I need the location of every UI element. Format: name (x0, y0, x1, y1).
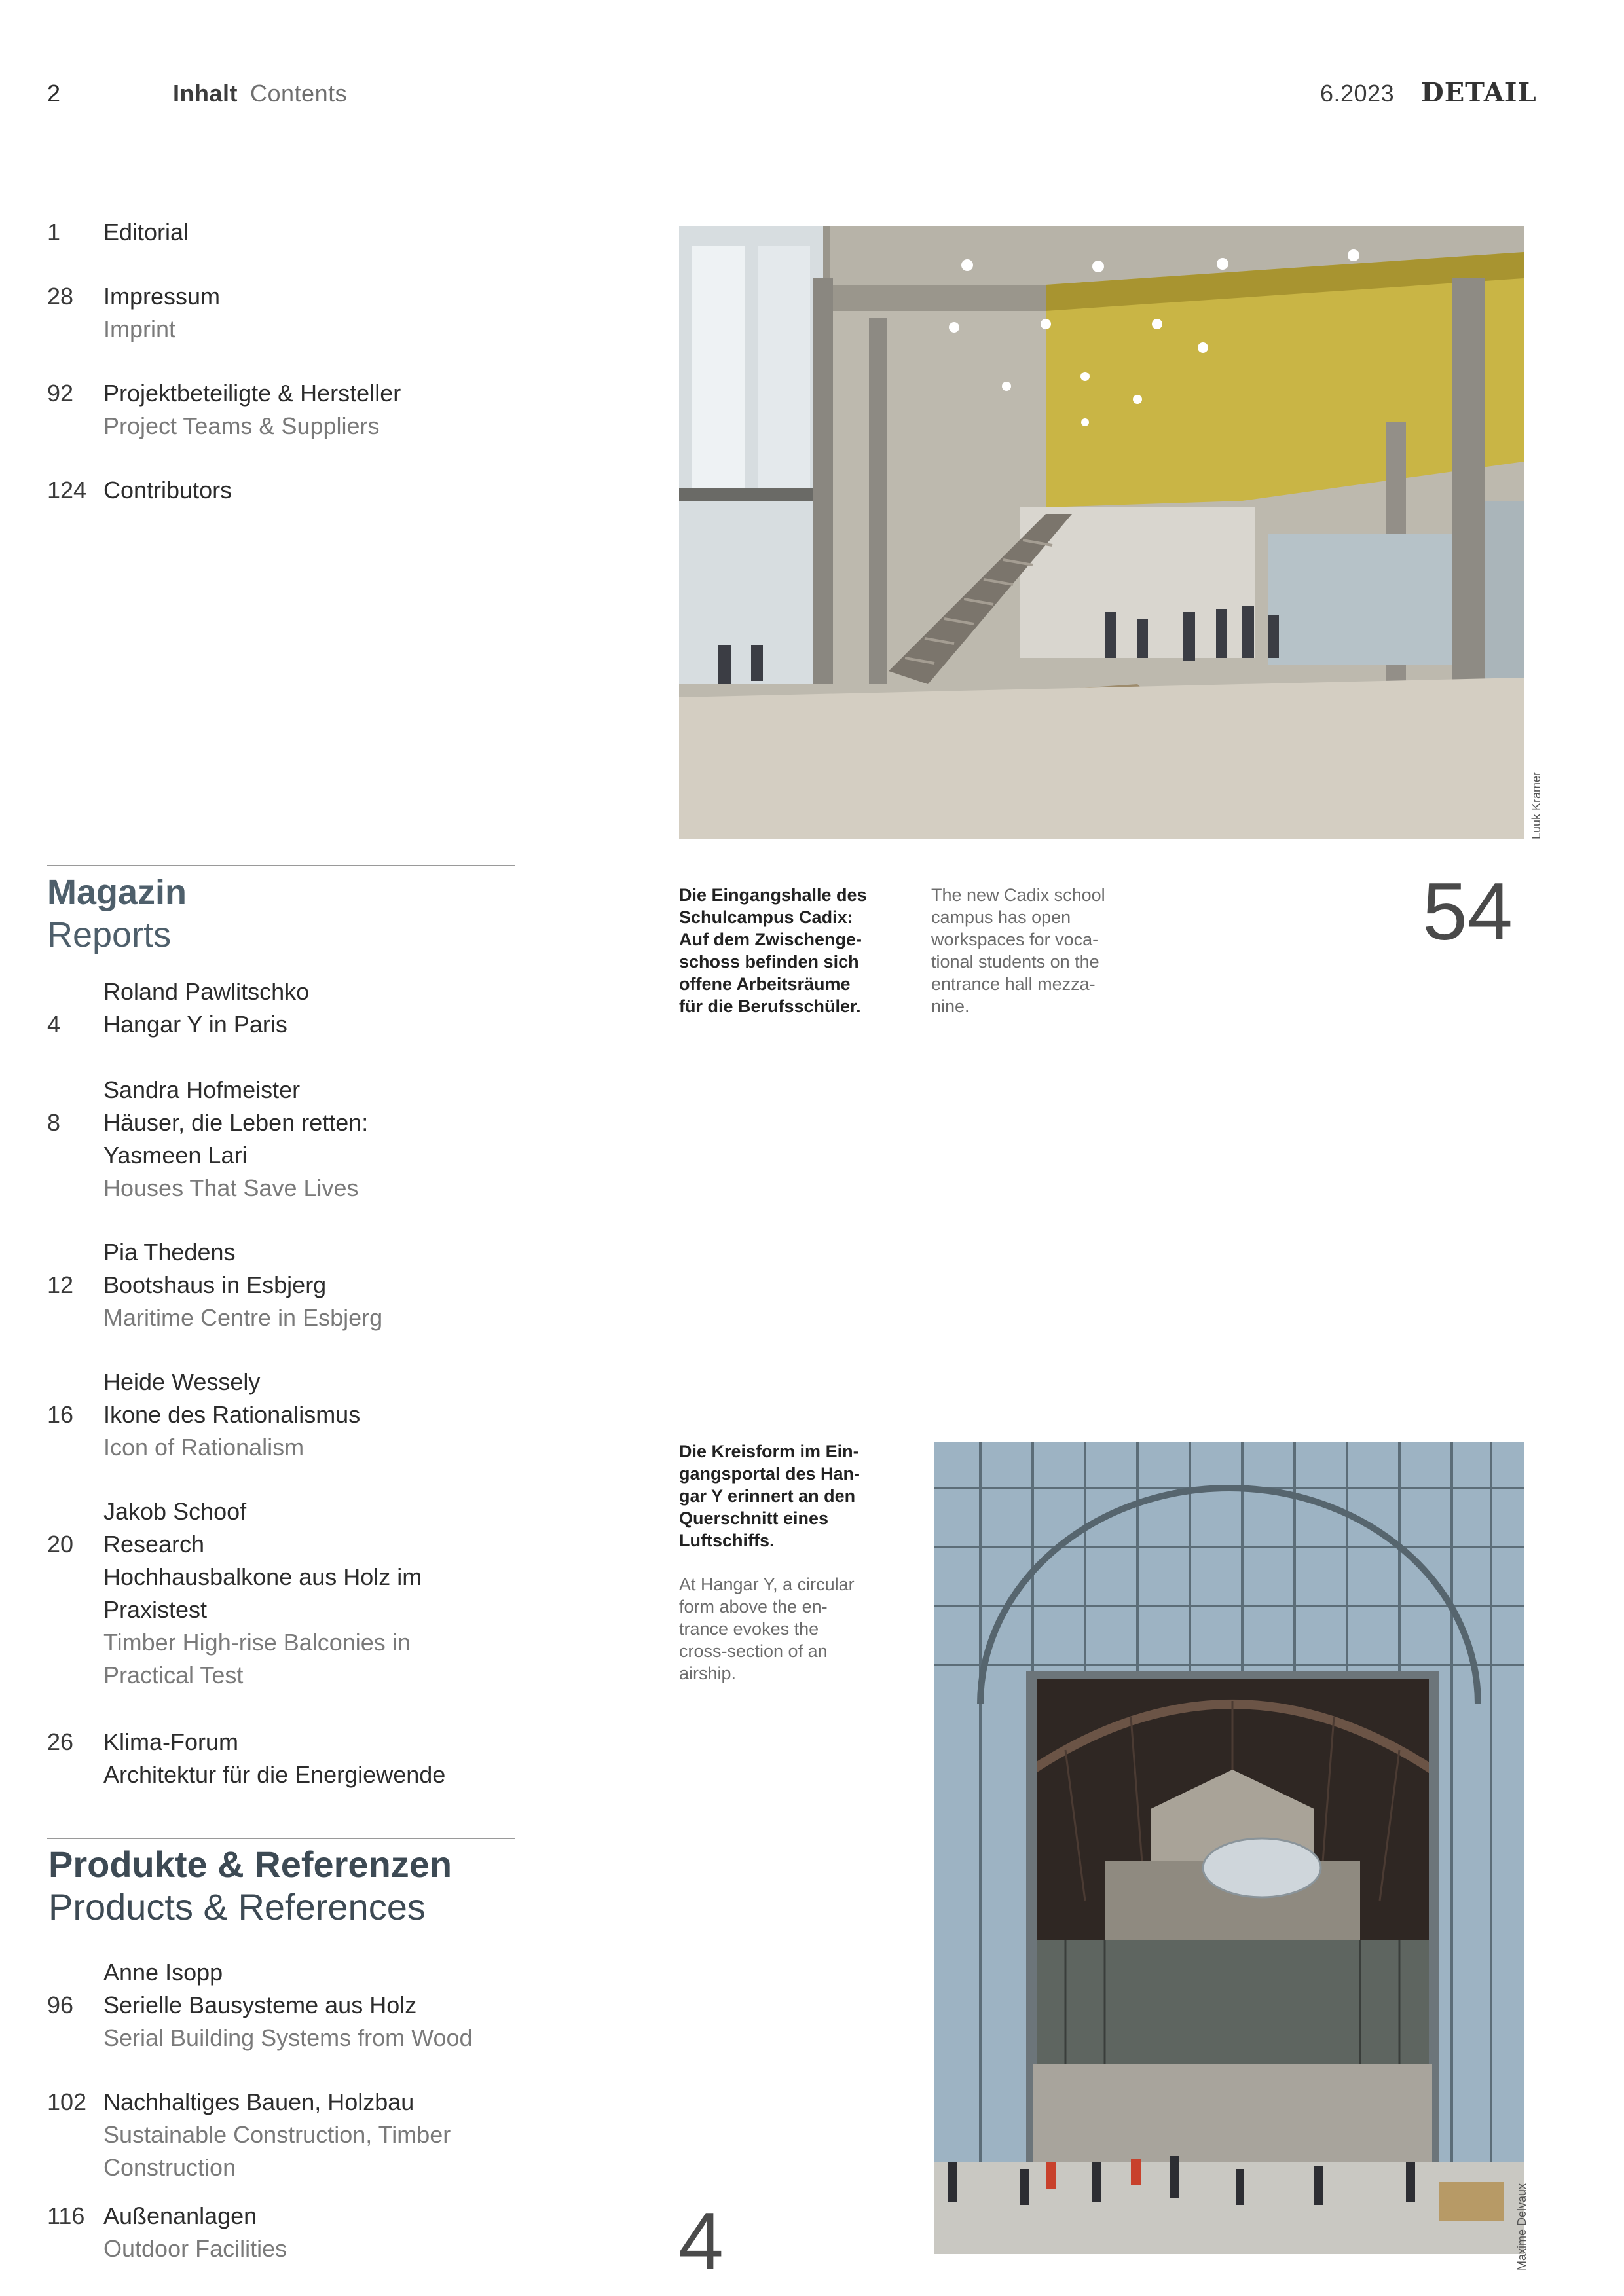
toc-page-number: 124 (47, 477, 87, 503)
toc-page-number: 20 (47, 1531, 74, 1558)
section-heading-reports: Reports (47, 915, 172, 955)
toc-title-en: Construction (103, 2154, 236, 2181)
toc-page-number: 8 (47, 1109, 61, 1136)
toc-author: Sandra Hofmeister (103, 1076, 301, 1103)
photo-caption-en: The new Cadix school campus has open workspaces for voca- tional students on the entrance hall mezza- nine. (931, 885, 1105, 1016)
toc-page-number: 96 (47, 1992, 74, 2018)
toc-title-en: Imprint (103, 316, 176, 342)
toc-title-de: Editorial (103, 219, 189, 246)
toc-title-en: Icon of Rationalism (103, 1434, 304, 1461)
toc-title-de: Architektur für die Energiewende (103, 1761, 446, 1788)
brand-logo: DETAIL (1421, 77, 1537, 108)
toc-author: Jakob Schoof (103, 1498, 247, 1525)
toc-author: Heide Wessely (103, 1368, 261, 1395)
toc-title-de: Hochhausbalkone aus Holz im (103, 1563, 422, 1590)
toc-page-number: 102 (47, 2088, 87, 2115)
feature-page-reference[interactable]: 4 (678, 2196, 724, 2287)
toc-page-number: 1 (47, 219, 61, 246)
photo-caption-de: Die Kreisform im Ein- gangsportal des Han- gar Y erinnert an den Querschnitt eines Luftschiffs. (679, 1442, 860, 1550)
page-number: 2 (47, 80, 61, 107)
photo-caption-en: At Hangar Y, a circular form above the en- trance evokes the cross-section of an airship. (679, 1575, 855, 1683)
toc-title-en: Sustainable Construction, Timber (103, 2121, 451, 2148)
page-title-en: Contents (250, 80, 348, 107)
photo-credit: Luuk Kramer (1530, 771, 1543, 839)
photo-credit: Maxime Delvaux (1515, 2183, 1528, 2270)
toc-page-number: 4 (47, 1011, 61, 1038)
section-divider (47, 865, 515, 866)
toc-page-number: 26 (47, 1728, 74, 1755)
toc-title-en: Serial Building Systems from Wood (103, 2024, 473, 2051)
toc-title-en: Timber High-rise Balconies in (103, 1629, 411, 1656)
photo-caption-de: Die Eingangshalle des Schulcampus Cadix: Auf dem Zwischenge- schoss befinden sich offene Arbeitsräume für die Berufsschüler. (679, 885, 867, 1016)
toc-author: Pia Thedens (103, 1239, 236, 1266)
toc-page-number: 116 (47, 2202, 85, 2229)
toc-title-de: Impressum (103, 283, 221, 310)
page-title-de: Inhalt (173, 80, 238, 107)
toc-title-de: Klima-Forum (103, 1728, 239, 1755)
toc-page-number: 12 (47, 1271, 74, 1298)
toc-title-de: Serielle Bausysteme aus Holz (103, 1992, 417, 2018)
toc-title-de: Contributors (103, 477, 232, 503)
toc-title-de: Ikone des Rationalismus (103, 1401, 361, 1428)
toc-title-de: Nachhaltiges Bauen, Holzbau (103, 2088, 415, 2115)
issue-label: 6.2023 (1320, 80, 1395, 107)
section-divider (47, 1838, 515, 1839)
toc-author: Roland Pawlitschko (103, 978, 310, 1005)
photo-hangar-y (934, 1442, 1524, 2254)
toc-title-de: Bootshaus in Esbjerg (103, 1271, 327, 1298)
section-heading-products: Products & References (48, 1886, 426, 1927)
toc-page-number: 92 (47, 380, 74, 407)
toc-title-de: Praxistest (103, 1596, 208, 1623)
toc-page-number: 16 (47, 1401, 74, 1428)
section-heading-produkte: Produkte & Referenzen (48, 1844, 452, 1885)
toc-title-de: Außenanlagen (103, 2202, 257, 2229)
toc-title-en: Outdoor Facilities (103, 2235, 287, 2262)
feature-page-reference[interactable]: 54 (1422, 867, 1513, 957)
toc-title-de: Yasmeen Lari (103, 1142, 248, 1169)
toc-title-de: Research (103, 1531, 205, 1558)
toc-title-de: Projektbeteiligte & Hersteller (103, 380, 401, 407)
toc-title-de: Hangar Y in Paris (103, 1011, 287, 1038)
toc-page-number: 28 (47, 283, 74, 310)
section-heading-magazin: Magazin (47, 873, 187, 912)
toc-title-de: Häuser, die Leben retten: (103, 1109, 369, 1136)
toc-title-en: Practical Test (103, 1662, 244, 1688)
toc-title-en: Project Teams & Suppliers (103, 412, 380, 439)
toc-author: Anne Isopp (103, 1959, 223, 1986)
toc-title-en: Maritime Centre in Esbjerg (103, 1304, 383, 1331)
toc-title-en: Houses That Save Lives (103, 1175, 359, 1201)
photo-cadix-entrance-hall (679, 226, 1524, 839)
